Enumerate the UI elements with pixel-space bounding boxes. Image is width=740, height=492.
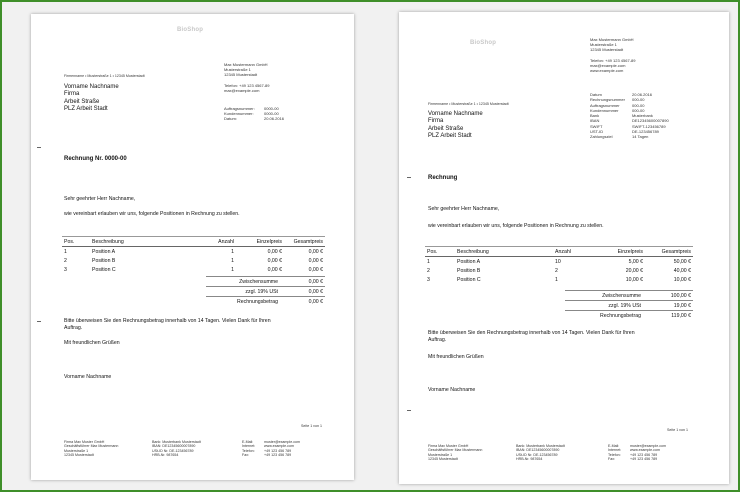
info-row: Zahlungsziel 14 Tagen	[590, 134, 649, 140]
col-description: Beschreibung	[455, 247, 553, 257]
recipient-street: Arbeit Straße	[64, 98, 100, 105]
invoice-info-block	[590, 92, 669, 140]
col-total-price: Gesamtpreis	[284, 237, 325, 247]
table-row: 3 Position C 1 10,00 € 10,00 €	[427, 277, 691, 284]
page-number: Seite 1 von 1	[667, 428, 688, 432]
company-logo: BioShop	[177, 27, 204, 33]
info-row: IBAN DE12345600007890	[590, 118, 669, 124]
info-row: Kundennummer: 0000-00	[224, 111, 279, 117]
fold-mark	[37, 147, 41, 148]
subtotal-row: Zwischensumme 100,00 €	[565, 290, 693, 300]
totals-block	[206, 276, 325, 307]
recipient-name: Vorname Nachname	[428, 111, 483, 117]
signature-name: Vorname Nachname	[428, 387, 476, 393]
page-number: Seite 1 von 1	[301, 424, 322, 428]
footer-company: Firma Max Muster GmbH Geschäftsführer Max Mustermann Musterstraße 1 12345 Musterstadt	[64, 440, 119, 458]
info-row: Auftragsnummer 000-00	[590, 102, 645, 108]
col-unit-price: Einzelpreis	[236, 237, 284, 247]
recipient-company: Firma	[428, 118, 444, 125]
intro-text: wie vereinbart erlauben wir uns, folgende Positionen in Rechnung zu stellen.	[428, 223, 604, 229]
totals-block	[565, 290, 693, 321]
fold-mark	[37, 321, 41, 322]
recipient-city: PLZ Arbeit Stadt	[64, 105, 108, 112]
footer-website-link[interactable]: www.example.com	[630, 448, 660, 453]
recipient-company: Firma	[64, 91, 80, 98]
recipient-street: Arbeit Straße	[428, 125, 464, 132]
invoice-title: Rechnung	[428, 175, 458, 181]
info-row: Datum 20.06.2016	[590, 92, 653, 97]
page-footer	[428, 444, 703, 464]
recipient-address	[428, 111, 483, 140]
info-row: Kundennummer 000-00	[590, 107, 645, 113]
table-row: 1 Position A 1 0,00 € 0,00 €	[64, 248, 323, 255]
salutation: Sehr geehrter Herr Nachname,	[64, 196, 136, 202]
info-row: Datum: 20.06.2016	[224, 116, 285, 122]
company-email: max@example.com	[590, 62, 626, 68]
signature-name: Vorname Nachname	[64, 374, 112, 380]
recipient-city: PLZ Arbeit Stadt	[428, 132, 472, 139]
footer-bank: Bank: Musterbank Musterstadt IBAN: DE12345600007890 USt-ID Nr. DE-123456789 HRB-Nr. 987654	[516, 444, 565, 462]
col-unit-price: Einzelpreis	[593, 247, 645, 257]
footer-contact-values: muster@example.com www.example.com +49 123 456 789 +49 123 456 789	[630, 444, 667, 462]
table-row: 3 Position C 1 0,00 € 0,00 €	[64, 267, 323, 274]
sender-line: Firmenname • Musterstraße 1 • 12345 Musterstadt	[64, 74, 145, 78]
company-name: Max Mustermann GmbH	[590, 37, 634, 42]
footer-website-link[interactable]: www.example.com	[264, 444, 294, 449]
footer-company: Firma Max Muster GmbH Geschäftsführer Max Mustermann Musterstraße 1 12345 Musterstadt	[428, 444, 483, 462]
info-row: UST-ID DE-123456789	[590, 129, 659, 135]
tax-row: zzgl. 19% USt 0,00 €	[206, 286, 325, 296]
closing-text: Bitte überweisen Sie den Rechnungsbetrag innerhalb von 14 Tagen. Vielen Dank für Ihren Auftrag.	[428, 330, 635, 343]
salutation: Sehr geehrter Herr Nachname,	[428, 206, 500, 212]
info-row: Auftragsnummer: 0000-00	[224, 106, 279, 111]
invoice-page-left	[31, 14, 354, 480]
greeting: Mit freundlichen Grüßen	[64, 340, 120, 346]
line-items-table	[62, 236, 325, 275]
invoice-title: Rechnung Nr. 0000-00	[64, 156, 127, 162]
company-email: max@example.com	[224, 87, 260, 93]
invoice-page-right	[399, 12, 729, 484]
table-row: 2 Position B 1 0,00 € 0,00 €	[64, 257, 323, 264]
sender-line: Firmenname • Musterstraße 1 • 12345 Musterstadt	[428, 102, 509, 106]
footer-contact-labels: E-Mail: Internet: Telefon: Fax:	[242, 440, 256, 458]
company-address-block	[590, 37, 635, 73]
table-row: 1 Position A 10 5,00 € 50,00 €	[427, 258, 691, 265]
table-row: 2 Position B 2 20,00 € 40,00 €	[427, 267, 691, 274]
footer-email-link[interactable]: muster@example.com	[630, 444, 667, 448]
company-street: Musterstraße 1	[590, 42, 617, 48]
col-quantity: Anzahl	[553, 247, 593, 257]
fold-mark	[407, 177, 411, 178]
col-description: Beschreibung	[90, 237, 188, 247]
company-address-block	[224, 62, 269, 93]
page-footer	[64, 440, 334, 460]
tax-row: zzgl. 19% USt 19,00 €	[565, 300, 693, 310]
col-pos: Pos.	[62, 237, 90, 247]
footer-contact-labels: E-Mail: Internet: Telefon: Fax:	[608, 444, 622, 462]
col-total-price: Gesamtpreis	[645, 247, 693, 257]
footer-contact-values: muster@example.com www.example.com +49 123 456 789 +49 123 456 789	[264, 440, 301, 458]
fold-mark	[407, 410, 411, 411]
recipient-name: Vorname Nachname	[64, 84, 119, 90]
company-street: Musterstraße 1	[224, 67, 251, 73]
closing-text: Bitte überweisen Sie den Rechnungsbetrag innerhalb von 14 Tagen. Vielen Dank für Ihren Auftrag.	[64, 318, 271, 331]
table-header-row	[425, 247, 693, 257]
info-row: SWIFT SWIFT-123456789	[590, 123, 666, 129]
col-quantity: Anzahl	[188, 237, 236, 247]
footer-email-link[interactable]: muster@example.com	[264, 440, 301, 444]
col-pos: Pos.	[425, 247, 455, 257]
subtotal-row: Zwischensumme 0,00 €	[206, 276, 325, 286]
company-phone: Telefon: +49 123 4567-89	[590, 57, 636, 63]
company-name: Max Mustermann GmbH	[224, 62, 268, 67]
intro-text: wie vereinbart erlauben wir uns, folgende Positionen in Rechnung zu stellen.	[64, 211, 240, 217]
company-website: www.example.com	[590, 68, 624, 74]
company-city: 12345 Musterstadt	[224, 72, 258, 78]
footer-bank: Bank: Musterbank Musterstadt IBAN: DE12345600007890 USt-ID Nr. DE-123456789 HRB-Nr. 987654	[152, 440, 201, 458]
info-row: Rechnungsnummer 000-00	[590, 97, 645, 103]
greeting: Mit freundlichen Grüßen	[428, 354, 484, 360]
recipient-address	[64, 84, 119, 113]
company-logo: BioShop	[470, 40, 497, 46]
line-items-table	[425, 246, 693, 285]
company-city: 12345 Musterstadt	[590, 47, 624, 53]
info-row: Bank Musterbank	[590, 113, 653, 119]
grand-total-row: Rechnungsbetrag 0,00 €	[206, 296, 325, 306]
grand-total-row: Rechnungsbetrag 119,00 €	[565, 310, 693, 320]
company-phone: Telefon: +49 123 4567-89	[224, 82, 270, 88]
table-header-row	[62, 237, 325, 247]
invoice-info-block	[224, 106, 284, 122]
